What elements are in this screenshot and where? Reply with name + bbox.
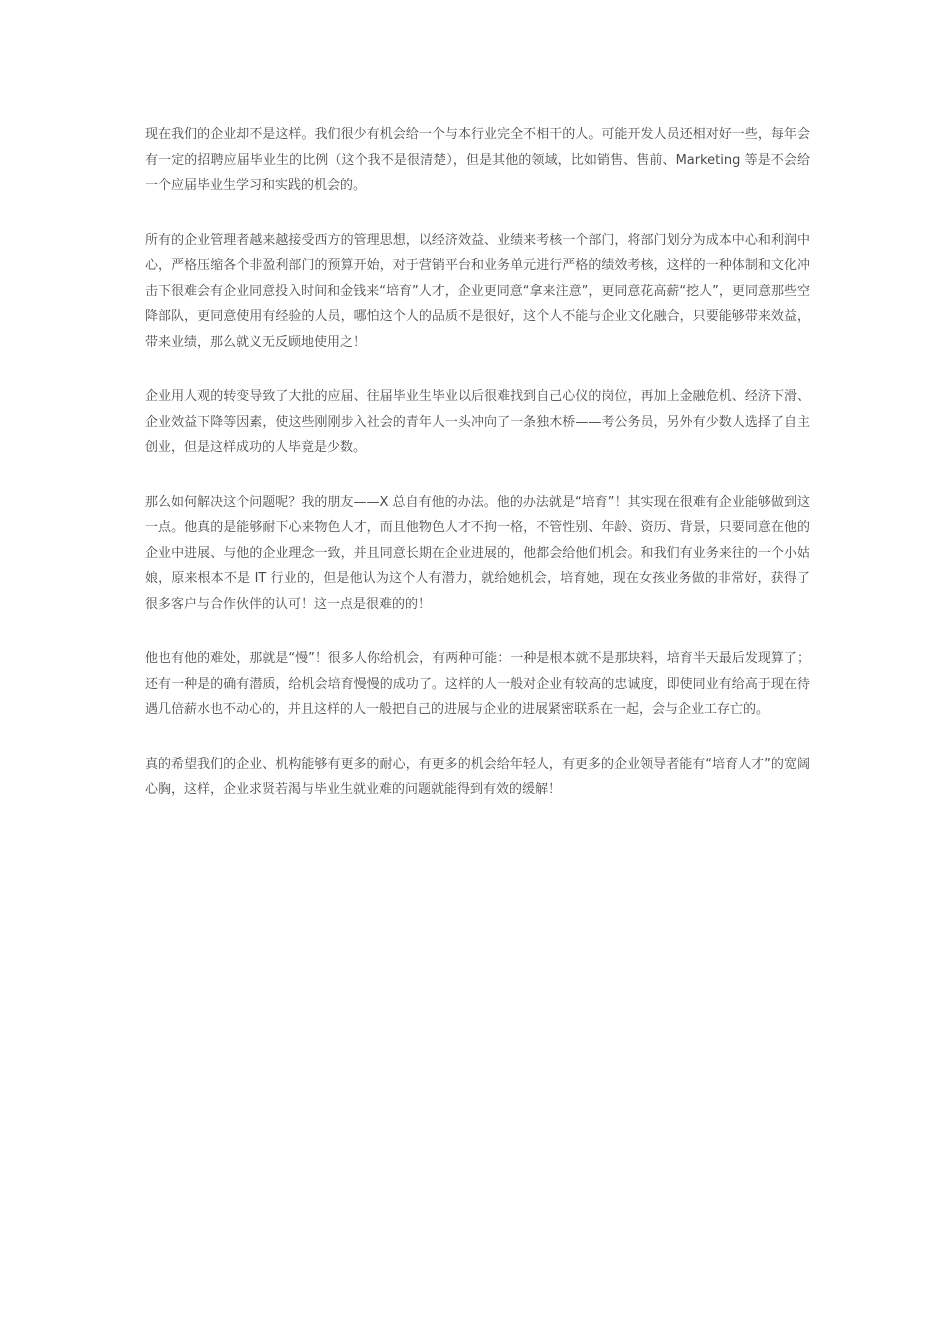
paragraph: 所有的企业管理者越来越接受西方的管理思想，以经济效益、业绩来考核一个部门，将部门划分为成本中心和利润中心，严格压缩各个非盈利部门的预算开始，对于营销平台和业务单元进行严格的绩效考核，这样的一种体制和文化冲击下很难会有企业同意投入时间和金钱来“培育”人才，企业更同意“拿来注意”，更同意花高薪“挖人”，更同意那些空降部队，更同意使用有经验的人员，哪怕这个人的品质不是很好，这个人不能与企业文化融合，只要能够带来效益，带来业绩，那么就义无反顾地使用之！	[145, 232, 810, 350]
paragraph: 现在我们的企业却不是这样。我们很少有机会给一个与本行业完全不相干的人。可能开发人员还相对好一些，每年会有一定的招聘应届毕业生的比例（这个我不是很清楚），但是其他的领域，比如销售、售前、Marketing 等是不会给一个应届毕业生学习和实践的机会的。	[145, 127, 810, 193]
document-body	[145, 122, 810, 832]
paragraph: 那么如何解决这个问题呢？我的朋友——X 总自有他的办法。他的办法就是“培育”！其实现在很难有企业能够做到这一点。他真的是能够耐下心来物色人才，而且他物色人才不拘一格，不管性别、年龄、资历、背景，只要同意在他的企业中进展、与他的企业理念一致，并且同意长期在企业进展的，他都会给他们机会。和我们有业务来往的一个小姑娘，原来根本不是 IT 行业的，但是他认为这个人有潜力，就给她机会，培育她，现在女孩业务做的非常好，获得了很多客户与合作伙伴的认可！这一点是很难的的！	[145, 494, 810, 612]
paragraph: 真的希望我们的企业、机构能够有更多的耐心，有更多的机会给年轻人，有更多的企业领导者能有“培育人才”的宽阔心胸，这样，企业求贤若渴与毕业生就业难的问题就能得到有效的缓解！	[145, 756, 810, 797]
paragraph: 企业用人观的转变导致了大批的应届、往届毕业生毕业以后很难找到自己心仪的岗位，再加上金融危机、经济下滑、企业效益下降等因素，使这些刚刚步入社会的青年人一头冲向了一条独木桥——考公务员，另外有少数人选择了自主创业，但是这样成功的人毕竟是少数。	[145, 389, 810, 455]
paragraph: 他也有他的难处，那就是“慢”！很多人你给机会，有两种可能：一种是根本就不是那块料，培育半天最后发现算了；还有一种是的确有潜质，给机会培育慢慢的成功了。这样的人一般对企业有较高的忠诚度，即使同业有给高于现在待遇几倍薪水也不动心的，并且这样的人一般把自己的进展与企业的进展紧密联系在一起，会与企业工存亡的。	[145, 651, 810, 717]
